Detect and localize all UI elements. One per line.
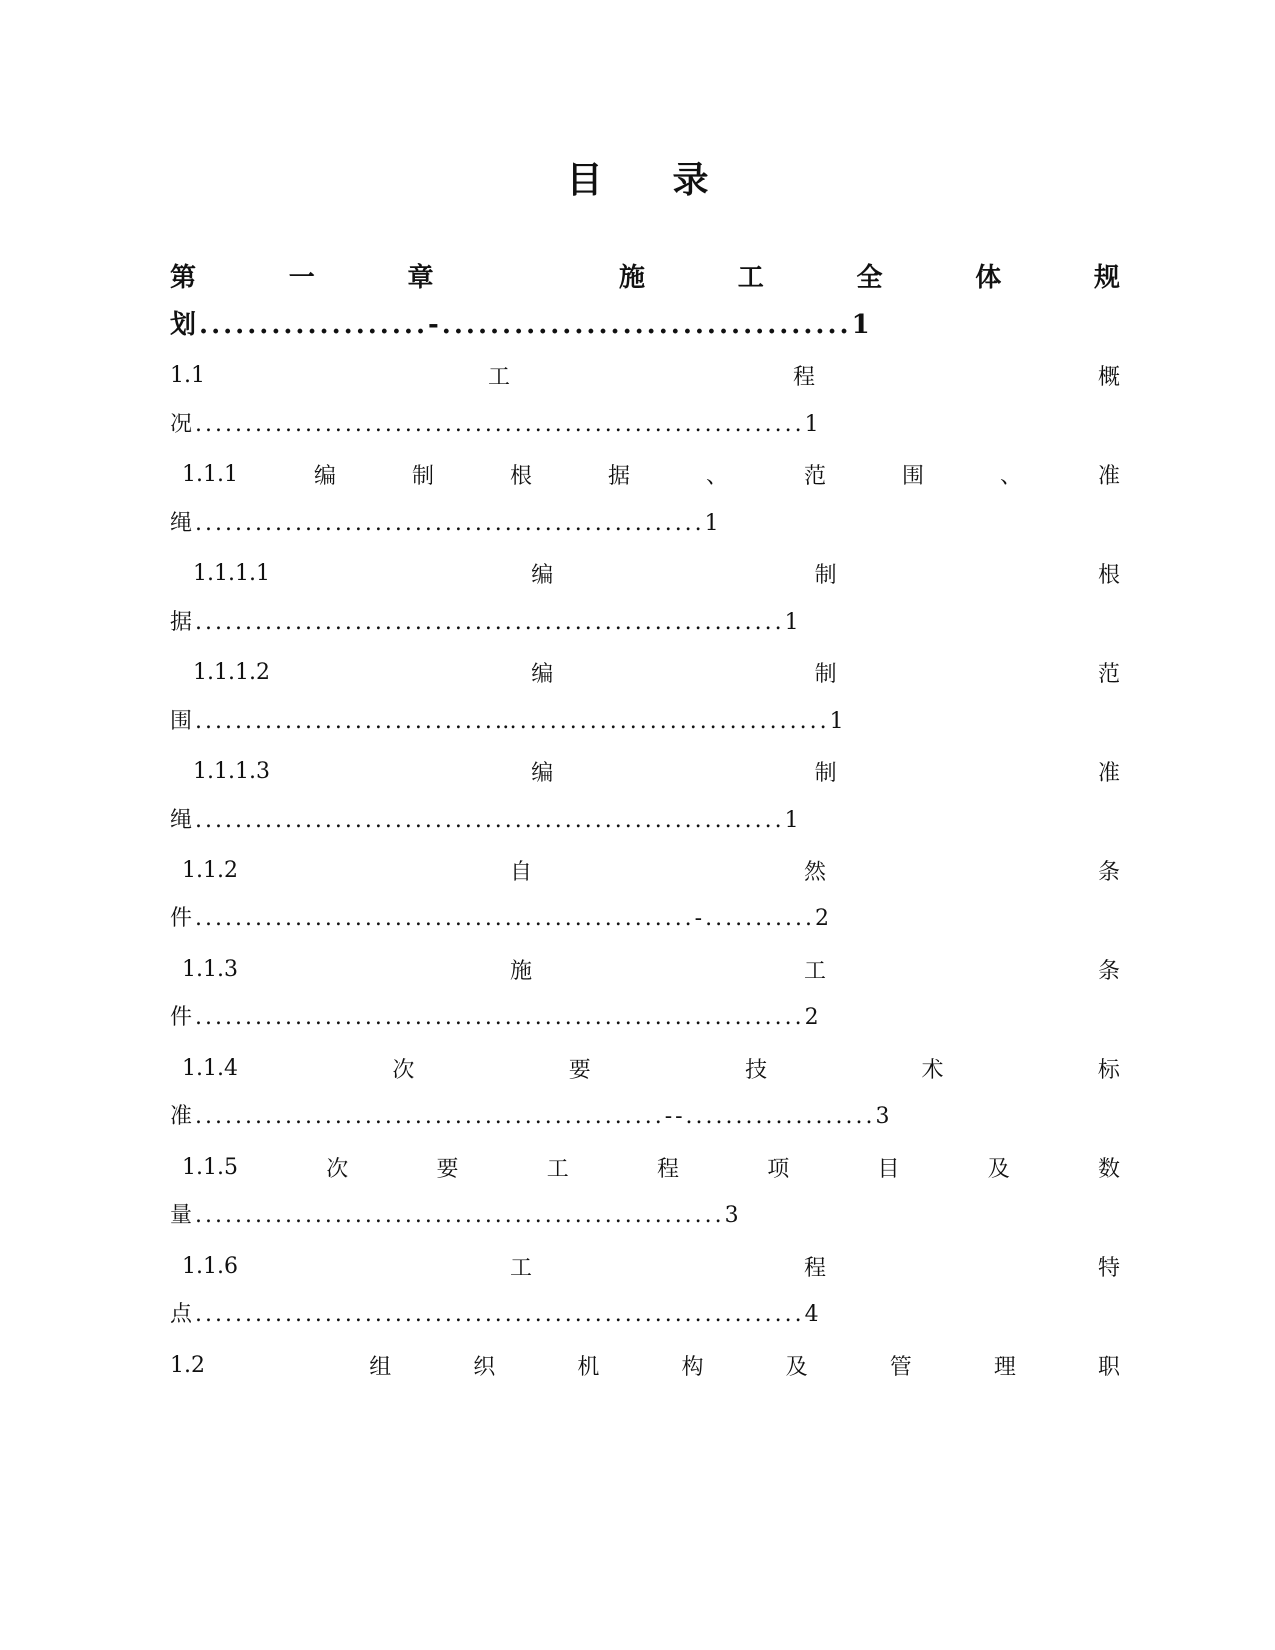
toc-entry-1-2[interactable] (170, 1348, 1120, 1382)
toc-word: 第 (170, 262, 197, 293)
toc-dots: ...................-.................................. (199, 310, 852, 340)
toc-word: 编 (313, 463, 336, 489)
toc-word: 制 (814, 760, 837, 786)
toc-tail: 况 (170, 412, 196, 437)
toc-word: 工 (803, 958, 826, 984)
toc-word: 工 (509, 1255, 532, 1281)
toc-tail: 划 (170, 310, 200, 340)
toc-word: 制 (814, 661, 837, 687)
toc-word: 自 (509, 859, 532, 885)
toc-word: 要 (568, 1057, 591, 1083)
toc-dots: ..................................................-........... (195, 906, 816, 931)
toc-tail: 量 (170, 1203, 196, 1228)
toc-word: 标 (1097, 1057, 1120, 1083)
toc-word: 工 (737, 262, 764, 293)
toc-leader-1-1-1-2[interactable] (170, 705, 847, 739)
toc-leader-1-1-3[interactable] (170, 1001, 822, 1035)
toc-entry-1-1[interactable] (170, 358, 1120, 392)
toc-word: 编 (531, 562, 554, 588)
toc-dots: ............................................................. (195, 1302, 805, 1327)
toc-leader-1-1[interactable] (170, 408, 822, 442)
toc-word: 1.2 (170, 1352, 205, 1378)
toc-word: 技 (745, 1057, 768, 1083)
toc-word: 目 (877, 1156, 900, 1182)
toc-page-number: 3 (875, 1104, 893, 1129)
toc-word: 根 (1097, 562, 1120, 588)
toc-word: 编 (531, 760, 554, 786)
toc-word: 条 (1097, 958, 1120, 984)
toc-word: 要 (436, 1156, 459, 1182)
toc-tail: 件 (170, 906, 196, 931)
toc-word: 1.1.1.1 (193, 560, 270, 586)
toc-leader-1-1-1-1[interactable] (170, 606, 802, 640)
toc-word: 及 (987, 1156, 1010, 1182)
toc-word: 工 (487, 364, 510, 390)
toc-word: 施 (509, 958, 532, 984)
toc-word: 规 (1093, 262, 1120, 293)
toc-dots: ........................................................... (195, 610, 785, 635)
toc-page-number: 1 (851, 310, 873, 340)
toc-word: 程 (803, 1255, 826, 1281)
toc-word: 一 (288, 262, 315, 293)
toc-page-number: 3 (724, 1203, 742, 1228)
toc-page-number: 2 (815, 906, 833, 931)
toc-leader-1-1-6[interactable] (170, 1298, 822, 1332)
toc-word: 次 (326, 1156, 349, 1182)
toc-word: 围 (901, 463, 924, 489)
toc-tail: 围 (170, 709, 196, 734)
toc-entry-1-1-1-2[interactable] (193, 655, 1120, 689)
toc-word: 1.1.4 (182, 1055, 238, 1081)
toc-word: 及 (785, 1354, 808, 1380)
toc-word: 1.1.3 (182, 956, 238, 982)
toc-word: 工 (546, 1156, 569, 1182)
toc-leader-1-1-4[interactable] (170, 1100, 892, 1134)
toc-word: 根 (509, 463, 532, 489)
toc-tail: 绳 (170, 511, 196, 536)
toc-word: 制 (411, 463, 434, 489)
toc-word: 管 (889, 1354, 912, 1380)
toc-tail: 绳 (170, 808, 196, 833)
toc-page-number: 1 (829, 709, 847, 734)
toc-page-number: 1 (784, 808, 802, 833)
toc-word: 1.1.5 (182, 1154, 238, 1180)
toc-entry-1-1-5[interactable] (182, 1150, 1120, 1184)
toc-word: 特 (1097, 1255, 1120, 1281)
toc-word: 、 (705, 463, 728, 489)
toc-entry-1-1-1-1[interactable] (193, 556, 1120, 590)
toc-word: 项 (767, 1156, 790, 1182)
toc-word: 1.1.6 (182, 1253, 238, 1279)
toc-word: 章 (407, 262, 434, 293)
toc-word: 准 (1097, 463, 1120, 489)
title-char-2: 录 (672, 159, 709, 201)
toc-tail: 点 (170, 1302, 196, 1327)
toc-entry-chapter-1[interactable] (170, 258, 1120, 292)
title-char-1: 目 (566, 159, 603, 201)
toc-word: 编 (531, 661, 554, 687)
toc-page-number: 1 (804, 412, 822, 437)
toc-leader-chapter-1[interactable] (170, 308, 873, 342)
toc-page-number: 1 (784, 610, 802, 635)
toc-word: 次 (392, 1057, 415, 1083)
toc-entry-1-1-2[interactable] (182, 853, 1120, 887)
toc-word: 1.1.1.3 (193, 758, 270, 784)
toc-page-number: 1 (704, 511, 722, 536)
toc-dots: ................................................... (195, 511, 705, 536)
toc-word: 据 (607, 463, 630, 489)
toc-tail: 准 (170, 1104, 196, 1129)
toc-word: 理 (993, 1354, 1016, 1380)
toc-word: 体 (975, 262, 1002, 293)
toc-entry-1-1-1[interactable] (182, 457, 1120, 491)
toc-dots: ..................................................... (195, 1203, 725, 1228)
toc-word: 程 (656, 1156, 679, 1182)
toc-word: 条 (1097, 859, 1120, 885)
toc-word: 范 (803, 463, 826, 489)
toc-dots: ..............................…............................... (195, 709, 830, 734)
toc-word: 职 (1097, 1354, 1120, 1380)
toc-entry-1-1-6[interactable] (182, 1249, 1120, 1283)
toc-entry-1-1-4[interactable] (182, 1051, 1120, 1085)
toc-entry-1-1-3[interactable] (182, 952, 1120, 986)
toc-word: 范 (1097, 661, 1120, 687)
toc-leader-1-1-5[interactable] (170, 1199, 742, 1233)
toc-word: 1.1.1 (182, 461, 238, 487)
page-title (0, 152, 1275, 203)
toc-dots: ...............................................--................... (195, 1104, 876, 1129)
toc-page-number: 4 (804, 1302, 822, 1327)
toc-word: 织 (473, 1354, 496, 1380)
toc-word: 制 (814, 562, 837, 588)
toc-leader-1-1-1[interactable] (170, 507, 722, 541)
toc-tail: 件 (170, 1005, 196, 1030)
toc-word: 、 (999, 463, 1022, 489)
toc-leader-1-1-1-3[interactable] (170, 804, 802, 838)
toc-word: 然 (803, 859, 826, 885)
toc-leader-1-1-2[interactable] (170, 902, 832, 936)
toc-dots: ............................................................. (195, 412, 805, 437)
toc-word: 1.1 (170, 362, 205, 388)
toc-word: 1.1.1.2 (193, 659, 270, 685)
toc-word: 组 (369, 1354, 392, 1380)
toc-word: 程 (792, 364, 815, 390)
toc-word: 概 (1097, 364, 1120, 390)
toc-word: 数 (1097, 1156, 1120, 1182)
toc-page-number: 2 (804, 1005, 822, 1030)
toc-dots: ........................................................... (195, 808, 785, 833)
toc-word: 全 (856, 262, 883, 293)
toc-dots: ............................................................. (195, 1005, 805, 1030)
toc-word: 施 (618, 262, 645, 293)
toc-word: 1.1.2 (182, 857, 238, 883)
toc-word: 准 (1097, 760, 1120, 786)
toc-word: 机 (577, 1354, 600, 1380)
toc-entry-1-1-1-3[interactable] (193, 754, 1120, 788)
toc-word: 术 (921, 1057, 944, 1083)
toc-tail: 据 (170, 610, 196, 635)
toc-word: 构 (681, 1354, 704, 1380)
